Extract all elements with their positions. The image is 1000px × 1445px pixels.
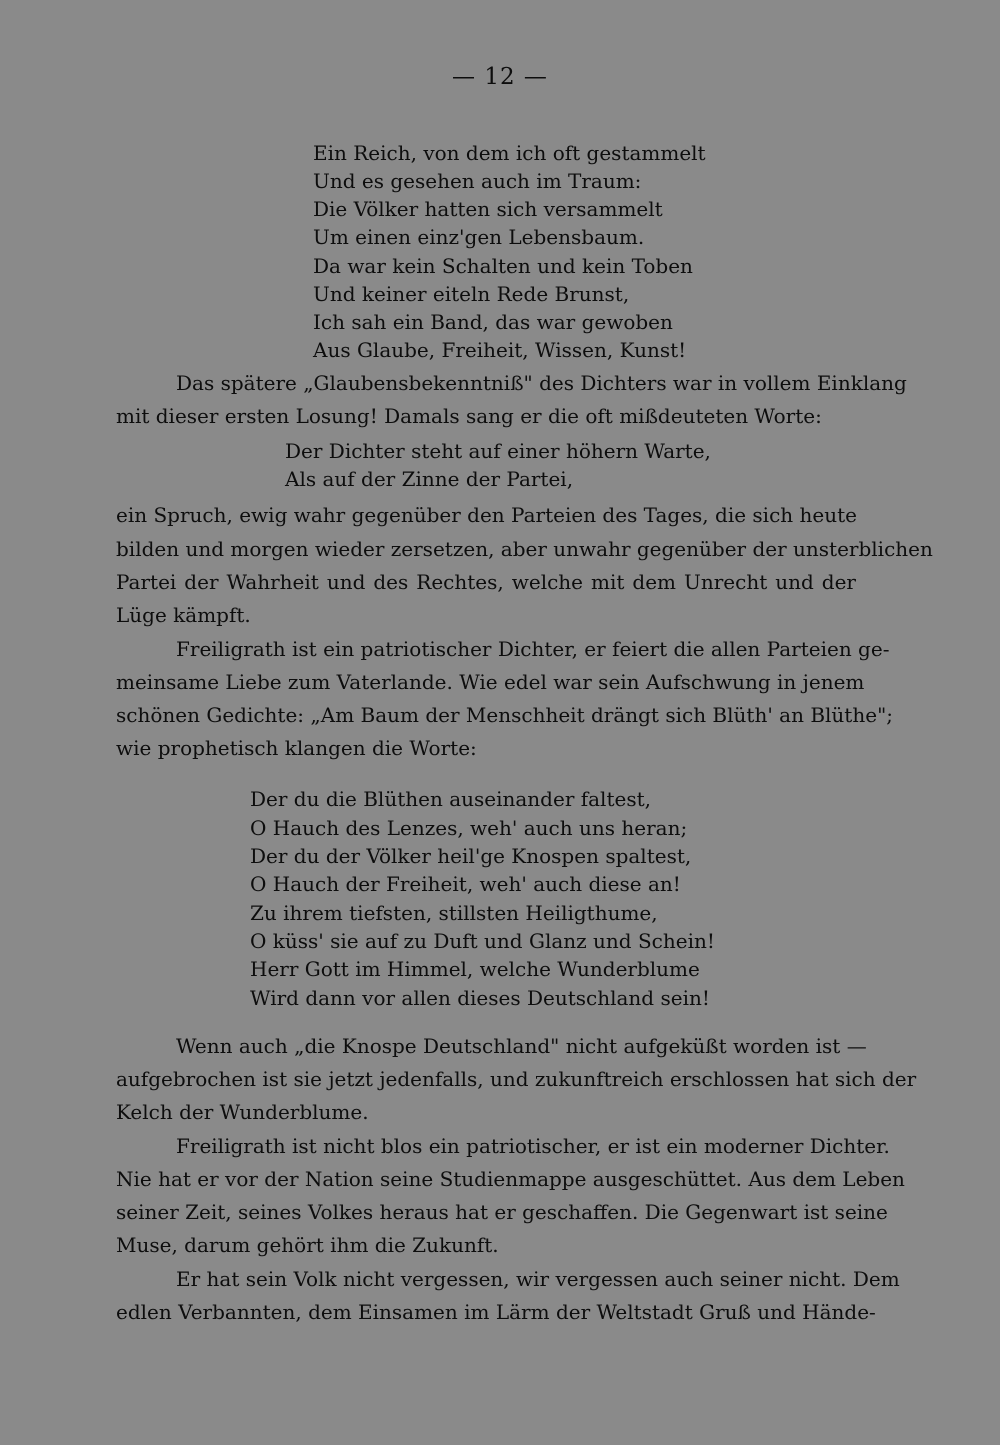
poem1-line: Aus Glaube, Freiheit, Wissen, Kunst! xyxy=(313,338,687,362)
paragraph-line: seiner Zeit, seines Volkes heraus hat er geschaffen. Die Gegenwart ist seine xyxy=(116,1200,888,1224)
paragraph-line: wie prophetisch klangen die Worte: xyxy=(116,736,477,760)
poem1-line: Und keiner eiteln Rede Brunst, xyxy=(313,282,630,306)
poem2-line: O Hauch der Freiheit, weh' auch diese an! xyxy=(250,872,681,896)
paragraph-line: bilden und morgen wieder zersetzen, aber unwahr gegenüber der unsterblichen xyxy=(116,537,933,561)
paragraph-line: schönen Gedichte: „Am Baum der Menschheit drängt sich Blüth' an Blüthe"; xyxy=(116,703,894,727)
paragraph-line: meinsame Liebe zum Vaterlande. Wie edel war sein Aufschwung in jenem xyxy=(116,670,865,694)
poem2-line: O küss' sie auf zu Duft und Glanz und Schein! xyxy=(250,929,715,953)
paragraph-line: ein Spruch, ewig wahr gegenüber den Parteien des Tages, die sich heute xyxy=(116,503,857,527)
page-number: — 12 — xyxy=(452,64,548,90)
poem1-line: Ein Reich, von dem ich oft gestammelt xyxy=(313,141,706,165)
paragraph-line: Lüge kämpft. xyxy=(116,603,251,627)
paragraph-line: Nie hat er vor der Nation seine Studienmappe ausgeschüttet. Aus dem Leben xyxy=(116,1167,905,1191)
paragraph-line: Wenn auch „die Knospe Deutschland" nicht aufgeküßt worden ist — xyxy=(176,1034,867,1058)
quote-line: Der Dichter steht auf einer höhern Warte, xyxy=(285,439,711,463)
paragraph-line: Freiligrath ist ein patriotischer Dichter, er feiert die allen Parteien ge- xyxy=(176,637,890,661)
poem1-line: Und es gesehen auch im Traum: xyxy=(313,169,642,193)
paragraph-line: Das spätere „Glaubensbekenntniß" des Dichters war in vollem Einklang xyxy=(176,371,907,395)
paragraph-line: Muse, darum gehört ihm die Zukunft. xyxy=(116,1233,499,1257)
poem1-line: Die Völker hatten sich versammelt xyxy=(313,197,663,221)
paragraph-line: edlen Verbannten, dem Einsamen im Lärm der Weltstadt Gruß und Hände- xyxy=(116,1300,876,1324)
poem2-line: Wird dann vor allen dieses Deutschland sein! xyxy=(250,986,710,1010)
paragraph-line: Partei der Wahrheit und des Rechtes, welche mit dem Unrecht und der xyxy=(116,570,856,594)
poem2-line: O Hauch des Lenzes, weh' auch uns heran; xyxy=(250,816,688,840)
poem1-line: Um einen einz'gen Lebensbaum. xyxy=(313,225,645,249)
paragraph-line: mit dieser ersten Losung! Damals sang er die oft mißdeuteten Worte: xyxy=(116,404,822,428)
paragraph-line: aufgebrochen ist sie jetzt jedenfalls, und zukunftreich erschlossen hat sich der xyxy=(116,1067,917,1091)
poem2-line: Der du die Blüthen auseinander faltest, xyxy=(250,787,651,811)
quote-line: Als auf der Zinne der Partei, xyxy=(285,467,574,491)
poem2-line: Zu ihrem tiefsten, stillsten Heiligthume, xyxy=(250,901,658,925)
poem1-line: Da war kein Schalten und kein Toben xyxy=(313,254,693,278)
poem2-line: Herr Gott im Himmel, welche Wunderblume xyxy=(250,957,700,981)
paragraph-line: Freiligrath ist nicht blos ein patriotischer, er ist ein moderner Dichter. xyxy=(176,1134,890,1158)
paragraph-line: Er hat sein Volk nicht vergessen, wir vergessen auch seiner nicht. Dem xyxy=(176,1267,900,1291)
poem1-line: Ich sah ein Band, das war gewoben xyxy=(313,310,673,334)
paragraph-line: Kelch der Wunderblume. xyxy=(116,1100,369,1124)
poem2-line: Der du der Völker heil'ge Knospen spaltest, xyxy=(250,844,692,868)
